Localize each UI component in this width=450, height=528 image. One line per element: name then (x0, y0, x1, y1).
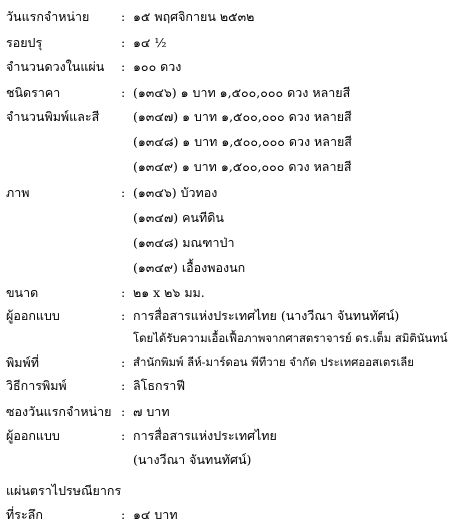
field-value: โดยได้รับความเอื้อเฟื้อภาพจากศาสตราจารย์ ดร.เต็ม สมิตินันทน์ (133, 331, 448, 345)
field-value: (๑๓๔๙) ๑ บาท ๑,๕๐๐,๐๐๐ ดวง หลายสี (133, 159, 352, 174)
field-colon: : (121, 428, 126, 443)
field-label: ภาพ (6, 185, 30, 200)
field-colon: : (121, 507, 126, 522)
field-label: วิธีการพิมพ์ (6, 378, 67, 393)
field-colon: : (121, 285, 126, 300)
field-colon: : (121, 185, 126, 200)
field-colon: : (121, 404, 126, 419)
field-label: แผ่นตราไปรษณียากร (6, 483, 122, 498)
field-value: (๑๓๔๗) ๑ บาท ๑,๕๐๐,๐๐๐ ดวง หลายสี (133, 109, 352, 124)
field-value: (๑๓๔๘) มณฑาป่า (133, 235, 235, 250)
field-value: ๑๕ พฤศจิกายน ๒๕๓๒ (133, 9, 255, 24)
field-label: ชนิดราคา (6, 85, 61, 100)
field-value: ๑๐๐ ดวง (133, 59, 182, 74)
field-value: (๑๓๔๘) ๑ บาท ๑,๕๐๐,๐๐๐ ดวง หลายสี (133, 134, 352, 149)
field-label: ผู้ออกแบบ (6, 428, 60, 443)
field-label: ขนาด (6, 285, 39, 300)
field-value: (๑๓๔๖) ๑ บาท ๑,๕๐๐,๐๐๐ ดวง หลายสี (133, 85, 351, 100)
field-label: ซองวันแรกจำหน่าย (6, 404, 112, 419)
field-colon: : (121, 355, 126, 370)
field-value: (นางวีณา จันทนทัศน์) (133, 452, 252, 467)
field-label: ที่ระลึก (6, 507, 43, 522)
field-value: ๗ บาท (133, 404, 170, 419)
field-label: วันแรกจำหน่าย (6, 9, 90, 24)
field-label: จำนวนพิมพ์และสี (6, 109, 100, 124)
field-colon: : (121, 59, 126, 74)
field-colon: : (121, 308, 126, 323)
field-value: การสื่อสารแห่งประเทศไทย (นางวีณา จันทนทัศน์) (133, 308, 400, 323)
field-value: ๑๔ บาท (133, 507, 178, 522)
field-label: จำนวนดวงในแผ่น (6, 59, 105, 74)
field-value: (๑๓๔๗) คนทีดิน (133, 210, 224, 225)
field-colon: : (121, 9, 126, 24)
field-value: (๑๓๔๙) เอื้องพองนก (133, 260, 246, 275)
field-label: ผู้ออกแบบ (6, 308, 60, 323)
field-value: การสื่อสารแห่งประเทศไทย (133, 428, 277, 443)
field-value: ๑๔ ½ (133, 35, 167, 50)
field-value: ลิโธกราฟี (133, 378, 186, 393)
field-value: (๑๓๔๖) บัวทอง (133, 185, 218, 200)
field-colon: : (121, 35, 126, 50)
field-colon: : (121, 378, 126, 393)
field-label: พิมพ์ที่ (6, 355, 39, 370)
field-value: สำนักพิมพ์ ลีห์-มาร์ดอน พีทีวาย จำกัด ประเทศออสเตรเลีย (133, 355, 414, 369)
field-value: ๒๑ x ๒๖ มม. (133, 285, 205, 300)
field-colon: : (121, 85, 126, 100)
field-label: รอยปรุ (6, 35, 43, 50)
